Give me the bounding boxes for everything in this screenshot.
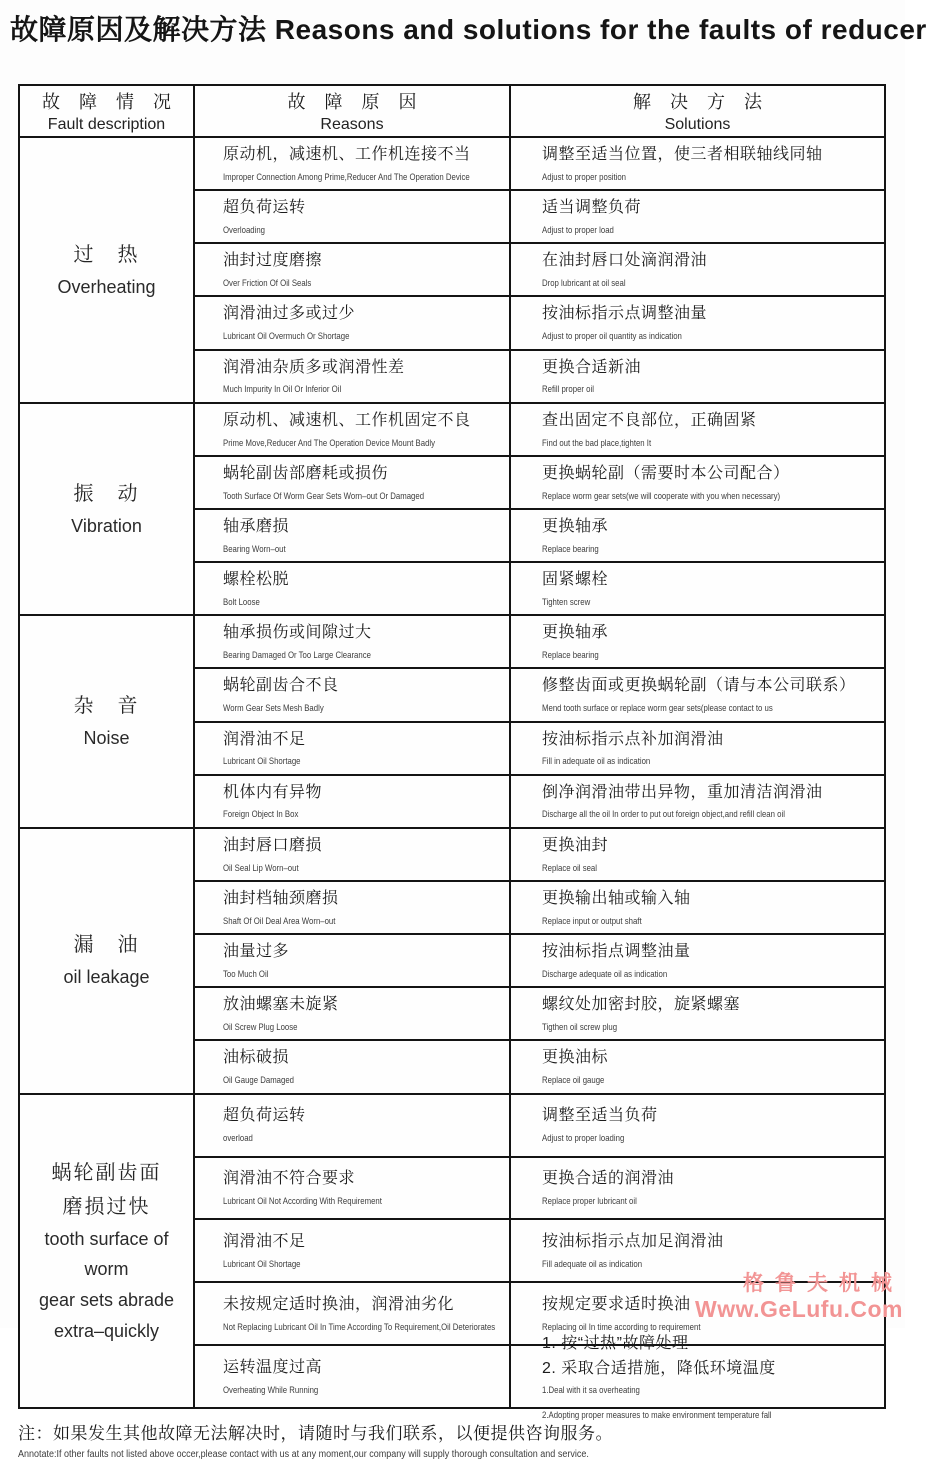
table-row <box>195 508 884 561</box>
fault-label-en: Overheating <box>57 276 156 297</box>
header-reason-cn: 故 障 原 因 <box>287 92 424 112</box>
table-row <box>195 667 884 720</box>
solution-text-cn: 调整至适当负荷 <box>542 1107 658 1125</box>
reason-cell <box>195 191 511 242</box>
reason-text-en: Overheating While Running <box>223 1385 319 1397</box>
reason-text-en: Oil Seal Lip Worn–out <box>223 862 299 874</box>
solution-text-en: Replace input or output shaft <box>542 915 642 927</box>
header-reason-en: Reasons <box>320 116 384 133</box>
solution-text-cn: 1. 按“过热”故障处理 <box>542 1334 689 1352</box>
solution-text-en: 2.Adopting proper measures to make environment temperature fall <box>542 1409 772 1421</box>
reason-text-cn: 机体内有异物 <box>223 783 323 801</box>
solution-text-en: Replace bearing <box>542 650 599 662</box>
solution-text-en: Mend tooth surface or replace worm gear sets(please contact to us <box>542 703 773 715</box>
reason-cell <box>195 882 511 933</box>
solution-cell <box>511 1095 884 1156</box>
reason-text-en: Bearing Worn–out <box>223 543 286 555</box>
solution-text-cn: 适当调整负荷 <box>542 199 642 217</box>
reason-text-cn: 螺栓松脱 <box>223 571 290 589</box>
table-row <box>195 616 884 667</box>
fault-label-en: Vibration <box>71 515 142 536</box>
solution-text-en: Replacing oil In time according to requirement <box>542 1322 701 1334</box>
header-fault-en: Fault description <box>47 116 166 133</box>
reason-cell <box>195 1346 511 1407</box>
reason-cell <box>195 457 511 508</box>
fault-rows <box>195 404 884 615</box>
table-row <box>195 1095 884 1156</box>
fault-label-en: Noise <box>83 728 130 749</box>
reason-cell <box>195 404 511 455</box>
footnote-cn: 注：如果发生其他故障无法解决时，请随时与我们联系，以便提供咨询服务。 <box>18 1424 613 1444</box>
solution-cell <box>511 563 884 614</box>
fault-section <box>20 402 884 615</box>
reason-cell <box>195 138 511 189</box>
reason-cell <box>195 723 511 774</box>
solution-cell <box>511 244 884 295</box>
solution-cell <box>511 351 884 402</box>
reason-text-en: overload <box>223 1133 253 1145</box>
reason-text-en: Lubricant Oil Shortage <box>223 756 301 768</box>
fault-cell <box>20 616 195 827</box>
reason-text-cn: 未按规定适时换油，润滑油劣化 <box>223 1296 455 1314</box>
reason-text-en: Lubricant Oil Shortage <box>223 1259 301 1271</box>
reason-text-en: Bolt Loose <box>223 596 260 608</box>
solution-text-en: Replace oil gauge <box>542 1075 605 1087</box>
solution-cell <box>511 723 884 774</box>
header-solution-en: Solutions <box>664 116 731 133</box>
solution-text-cn: 按油标指示点调整油量 <box>542 305 708 323</box>
solution-text-cn: 更换轴承 <box>542 624 609 642</box>
reason-text-en: Worm Gear Sets Mesh Badly <box>223 703 324 715</box>
solution-text-en: Adjust to proper position <box>542 171 627 183</box>
solution-text-cn: 螺纹处加密封胶，旋紧螺塞 <box>542 996 741 1014</box>
solution-text-cn: 更换输出轴或输入轴 <box>542 889 691 907</box>
reason-text-cn: 油封唇口磨损 <box>223 836 323 854</box>
solution-cell <box>511 138 884 189</box>
solution-text-en: Find out the bad place,tighten It <box>542 437 652 449</box>
header-solution-column <box>511 86 884 136</box>
fault-rows <box>195 829 884 1093</box>
fault-cell <box>20 829 195 1093</box>
reason-text-en: Overloading <box>223 224 266 236</box>
reason-text-cn: 油封过度磨擦 <box>223 252 323 270</box>
solution-cell <box>511 988 884 1039</box>
solution-cell <box>511 1041 884 1092</box>
fault-label-en: oil leakage <box>63 967 150 988</box>
solution-cell <box>511 669 884 720</box>
reason-text-en: Over Friction Of Oil Seals <box>223 278 312 290</box>
reason-text-cn: 润滑油过多或过少 <box>223 305 356 323</box>
table-row <box>195 189 884 242</box>
solution-cell <box>511 882 884 933</box>
table-row <box>195 829 884 880</box>
fault-section <box>20 827 884 1093</box>
header-solution-cn: 解 决 方 法 <box>632 92 769 112</box>
fault-rows <box>195 138 884 402</box>
reason-cell <box>195 1158 511 1219</box>
reason-text-en: Too Much Oil <box>223 968 269 980</box>
solution-text-cn: 更换轴承 <box>542 517 609 535</box>
reason-cell <box>195 297 511 348</box>
watermark-company-name: 格鲁夫机械 <box>743 1272 903 1296</box>
reason-cell <box>195 1220 511 1281</box>
table-header <box>20 86 884 138</box>
reason-text-cn: 运转温度过高 <box>223 1359 323 1377</box>
reason-text-cn: 润滑油不足 <box>223 730 306 748</box>
table-row <box>195 349 884 402</box>
solution-cell <box>511 191 884 242</box>
fault-label-en: gear sets abrade <box>38 1289 175 1310</box>
solution-cell <box>511 404 884 455</box>
reason-cell <box>195 935 511 986</box>
solution-text-cn: 2. 采取合适措施，降低环境温度 <box>542 1359 776 1377</box>
table-body <box>20 138 884 1421</box>
reason-text-cn: 原动机，减速机、工作机连接不当 <box>223 146 471 163</box>
solution-text-en: Adjust to proper loading <box>542 1133 625 1145</box>
solution-cell <box>511 935 884 986</box>
solution-cell <box>511 457 884 508</box>
reason-cell <box>195 244 511 295</box>
fault-label-cn: 磨损过快 <box>62 1195 151 1218</box>
reason-text-cn: 超负荷运转 <box>223 1107 306 1125</box>
solution-text-cn: 查出固定不良部位，正确固紧 <box>542 411 757 429</box>
reason-cell <box>195 669 511 720</box>
solution-cell <box>511 297 884 348</box>
solution-text-en: Replace worm gear sets(we will cooperate with you when necessary) <box>542 490 781 502</box>
watermark <box>695 1271 903 1324</box>
table-row <box>195 561 884 614</box>
solution-text-cn: 更换蜗轮副（需要时本公司配合） <box>542 464 790 482</box>
reason-cell <box>195 563 511 614</box>
reason-text-cn: 轴承损伤或间隙过大 <box>223 624 372 642</box>
reason-text-en: Improper Connection Among Prime,Reducer And The Operation Device <box>223 171 470 183</box>
table-row <box>195 242 884 295</box>
fault-section <box>20 614 884 827</box>
solution-text-en: Refill proper oil <box>542 384 594 396</box>
solution-cell <box>511 776 884 827</box>
header-fault-cn: 故 障 情 况 <box>41 92 178 112</box>
reason-text-en: Shaft Of Oil Deal Area Worn–out <box>223 915 336 927</box>
reason-text-en: Lubricant Oil Overmuch Or Shortage <box>223 331 350 343</box>
solution-text-cn: 调整至适当位置，使三者相联轴线同轴 <box>542 146 823 163</box>
reason-cell <box>195 1095 511 1156</box>
faults-table <box>18 84 886 1421</box>
table-row <box>195 721 884 774</box>
fault-label-cn: 振 动 <box>73 482 140 505</box>
table-row <box>195 455 884 508</box>
reason-text-en: Tooth Surface Of Worm Gear Sets Worn–out Or Damaged <box>223 490 425 502</box>
solution-text-cn: 按油标指点调整油量 <box>542 943 691 961</box>
solution-text-cn: 更换油标 <box>542 1049 609 1067</box>
solution-text-cn: 按油标指示点加足润滑油 <box>542 1233 724 1251</box>
fault-rows <box>195 1095 884 1421</box>
footnote <box>18 1419 905 1460</box>
reason-text-en: Lubricant Oil Not According With Requirement <box>223 1196 382 1208</box>
table-row <box>195 880 884 933</box>
table-row <box>195 138 884 189</box>
table-row <box>195 986 884 1039</box>
table-row <box>195 1039 884 1092</box>
solution-cell <box>511 510 884 561</box>
fault-label-en: extra–quickly <box>53 1320 160 1341</box>
table-row <box>195 933 884 986</box>
fault-cell <box>20 404 195 615</box>
reason-cell <box>195 1283 511 1344</box>
solution-cell <box>511 829 884 880</box>
solution-text-en: 1.Deal with it sa overheating <box>542 1385 640 1397</box>
solution-text-cn: 倒净润滑油带出异物，重加清洁润滑油 <box>542 783 823 801</box>
solution-text-cn: 按规定要求适时换油 <box>542 1296 691 1314</box>
reason-text-en: Oil Gauge Damaged <box>223 1075 295 1087</box>
solution-text-en: Adjust to proper oil quantity as indication <box>542 331 682 343</box>
solution-text-en: Discharge all the oil In order to put out foreign object,and refill clean oil <box>542 809 785 821</box>
page-title: 故障原因及解决方法 Reasons and solutions for the faults of reducer <box>10 14 927 45</box>
reason-text-cn: 油标破损 <box>223 1049 290 1067</box>
solution-text-en: Tighten screw <box>542 596 591 608</box>
solution-text-cn: 修整齿面或更换蜗轮副（请与本公司联系） <box>542 677 856 695</box>
solution-text-en: Fill adequate oil as indication <box>542 1259 643 1271</box>
reason-text-cn: 油封档轴颈磨损 <box>223 889 339 907</box>
fault-rows <box>195 616 884 827</box>
watermark-url: Www.GeLufu.Com <box>694 1296 903 1323</box>
solution-text-cn: 在油封唇口处滴润滑油 <box>542 252 708 270</box>
solution-text-cn: 更换油封 <box>542 836 609 854</box>
header-reason-column <box>195 86 511 136</box>
footnote-en: Annotate:If other faults not listed above occer,please contact with us at any moment,our company will supply thorough consultation and service. <box>18 1449 589 1460</box>
reason-text-cn: 超负荷运转 <box>223 199 306 217</box>
reason-cell <box>195 616 511 667</box>
solution-text-en: Fill in adequate oil as indication <box>542 756 651 768</box>
table-row <box>195 1156 884 1219</box>
fault-label-cn: 过 热 <box>73 243 140 266</box>
solution-text-cn: 按油标指示点补加润滑油 <box>542 730 724 748</box>
fault-label-cn: 杂 音 <box>73 695 140 718</box>
fault-label-cn: 蜗轮副齿面 <box>51 1161 162 1184</box>
table-row <box>195 404 884 455</box>
solution-text-en: Replace oil seal <box>542 862 598 874</box>
solution-cell <box>511 616 884 667</box>
reason-text-cn: 轴承磨损 <box>223 517 290 535</box>
fault-section <box>20 1093 884 1421</box>
table-row <box>195 1334 884 1421</box>
solution-cell <box>511 1158 884 1219</box>
reason-text-en: Bearing Damaged Or Too Large Clearance <box>223 650 371 662</box>
reason-text-en: Oil Screw Plug Loose <box>223 1022 298 1034</box>
header-fault-column <box>20 86 195 136</box>
table-row <box>195 295 884 348</box>
reason-text-cn: 蜗轮副齿合不良 <box>223 677 339 695</box>
solution-text-cn: 更换合适的润滑油 <box>542 1170 675 1188</box>
reason-text-cn: 润滑油杂质多或润滑性差 <box>223 358 405 376</box>
reason-text-en: Prime Move,Reducer And The Operation Device Mount Badly <box>223 437 436 449</box>
reason-cell <box>195 829 511 880</box>
solution-text-en: Tigthen oil screw plug <box>542 1022 618 1034</box>
solution-text-en: Drop lubricant at oil seal <box>542 278 626 290</box>
reason-cell <box>195 510 511 561</box>
solution-text-en: Adjust to proper load <box>542 224 614 236</box>
reason-cell <box>195 351 511 402</box>
reason-cell <box>195 776 511 827</box>
solution-text-en: Replace proper lubricant oil <box>542 1196 637 1208</box>
reason-text-cn: 润滑油不符合要求 <box>223 1170 356 1188</box>
fault-section <box>20 138 884 402</box>
solution-text-cn: 更换合适新油 <box>542 358 642 376</box>
reason-cell <box>195 988 511 1039</box>
solution-text-en: Replace bearing <box>542 543 599 555</box>
reason-text-en: Much Impurity In Oil Or Inferior Oil <box>223 384 342 396</box>
reason-text-cn: 蜗轮副齿部磨耗或损伤 <box>223 464 389 482</box>
reason-text-cn: 原动机、减速机、工作机固定不良 <box>223 411 471 429</box>
table-row <box>195 774 884 827</box>
fault-label-en: tooth surface of worm <box>44 1228 169 1280</box>
fault-cell <box>20 1095 195 1408</box>
solution-text-en: Discharge adequate oil as indication <box>542 968 668 980</box>
reason-cell <box>195 1041 511 1092</box>
fault-cell <box>20 138 195 402</box>
solution-text-cn: 固紧螺栓 <box>542 571 609 589</box>
reason-text-cn: 放油螺塞未旋紧 <box>223 996 339 1014</box>
solution-cell <box>511 1334 884 1421</box>
reason-text-cn: 润滑油不足 <box>223 1233 306 1251</box>
reason-text-cn: 油量过多 <box>223 943 290 961</box>
reason-text-en: Not Replacing Lubricant Oil In Time According To Requirement,Oil Deteriorates <box>223 1322 496 1334</box>
fault-label-cn: 漏 油 <box>73 934 140 957</box>
reason-text-en: Foreign Object In Box <box>223 809 299 821</box>
